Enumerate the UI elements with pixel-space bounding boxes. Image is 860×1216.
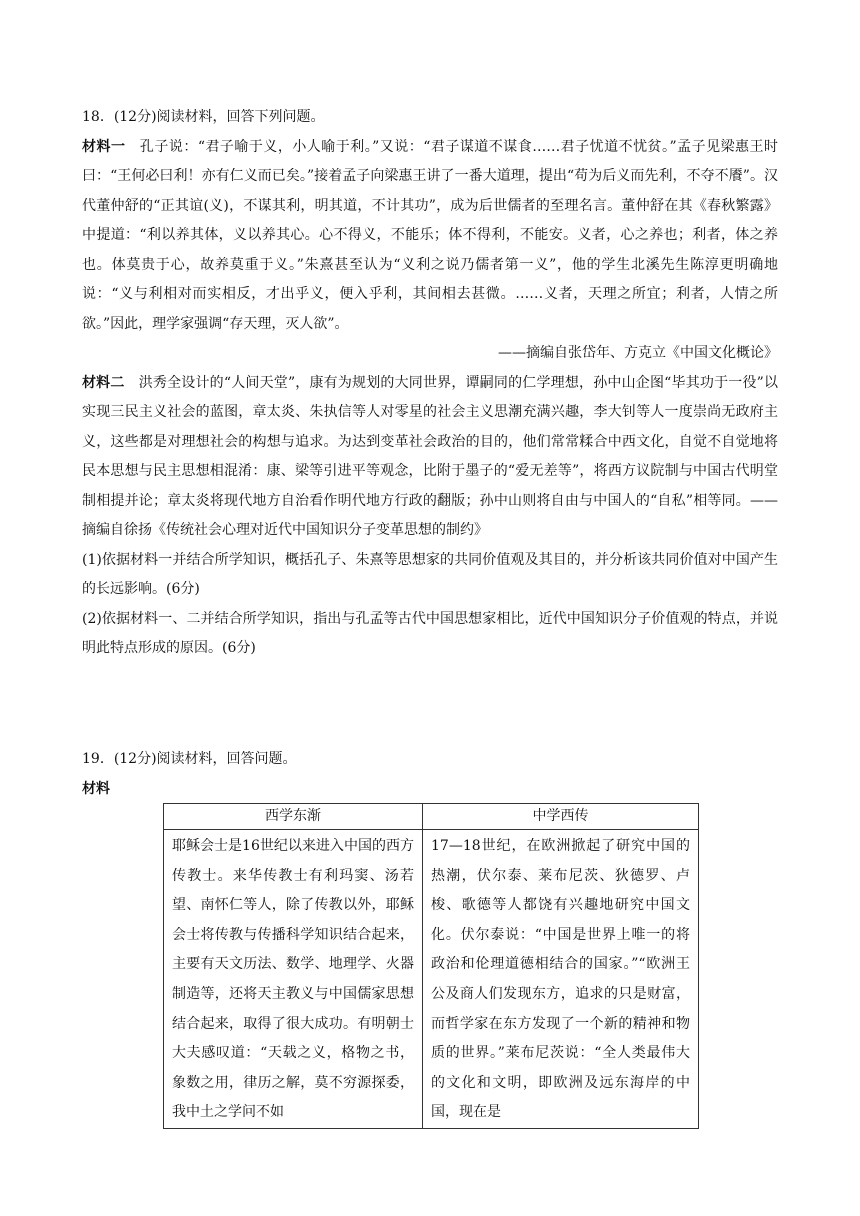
table-header-row [164,804,699,830]
material-1-label: 材料一 [82,138,126,155]
material-table [163,803,699,1129]
question-18 [82,103,778,664]
material-label: 材料 [82,780,110,797]
material-2-source: ——摘编自徐扬《传统社会心理对近代中国知识分子变革思想的制约》 [82,492,778,538]
table-header-china-to-west: 中学西传 [423,804,699,830]
material-1-text: 孔子说：“君子喻于义，小人喻于利。”又说：“君子谋道不谋食……君子忧道不忧贫。”孟子见梁惠王时曰：“王何必曰利！亦有仁义而已矣。”接着孟子向梁惠王讲了一番大道理，提出“苟为后义而先利，不夺不餍”。汉代董仲舒的“正其谊(义)，不谋其利，明其道，不计其功”，成为后世儒者的至理名言。董仲舒在其《春秋繁露》中提道：“利以养其体，义以养其心。心不得义，不能乐；体不得利，不能安。义者，心之养也；利者，体之养也。体莫贵于心，故养莫重于义。”朱熹甚至认为“义利之说乃儒者第一义”，他的学生北溪先生陈淳更明确地说：“义与利相对而实相反，才出乎义，便入乎利，其间相去甚微。……义者，天理之所宜；利者，人情之所欲。”因此，理学家强调“存天理，灭人欲”。 [82,138,778,332]
sub-question-2: (2)依据材料一、二并结合所学知识，指出与孔孟等古代中国思想家相比，近代中国知识分子价值观的特点，并说明此特点形成的原因。(6分) [82,610,778,656]
sub-question-1: (1)依据材料一并结合所学知识，概括孔子、朱熹等思想家的共同价值观及其目的，并分析该共同价值对中国产生的长远影响。(6分) [82,551,778,597]
table-header-west-to-east: 西学东渐 [164,804,423,830]
table-cell-west-to-east: 耶稣会士是16世纪以来进入中国的西方传教士。来华传教士有利玛窦、汤若望、南怀仁等人，除了传教以外，耶稣会士将传教与传播科学知识结合起来，主要有天文历法、数学、地理学、火器制造等，还将天主教义与中国儒家思想结合起来，取得了很大成功。有明朝士大夫感叹道：“天载之义，格物之书，象数之用，律历之解，莫不穷源探委，我中土之学问不如 [164,830,423,1129]
material-1-source: ——摘编自张岱年、方克立《中国文化概论》 [498,345,778,361]
question-19-header: 19．(12分)阅读材料，回答问题。 [82,751,297,767]
material-1 [82,133,778,340]
table-cell-china-to-west: 17—18世纪，在欧洲掀起了研究中国的热潮，伏尔泰、莱布尼茨、狄德罗、卢梭、歌德等人都饶有兴趣地研究中国文化。伏尔泰说：“中国是世界上唯一的将政治和伦理道德相结合的国家。”“欧洲王公及商人们发现东方，追求的只是财富，而哲学家在东方发现了一个新的精神和物质的世界。”莱布尼茨说：“全人类最伟大的文化和文明，即欧洲及远东海岸的中国，现在是 [423,830,699,1129]
question-18-header: 18．(12分)阅读材料，回答下列问题。 [82,109,325,125]
material-2 [82,369,778,546]
table-row [164,830,699,1129]
material-2-label: 材料二 [82,374,125,391]
material-2-text: 洪秀全设计的“人间天堂”，康有为规划的大同世界，谭嗣同的仁学理想，孙中山企图“毕其功于一役”以实现三民主义社会的蓝图，章太炎、朱执信等人对零星的社会主义思潮充满兴趣，李大钊等人一度崇尚无政府主义，这些都是对理想社会的构想与追求。为达到变革社会政治的目的，他们常常糅合中西文化，自觉不自觉地将民本思想与民主思想相混淆：康、梁等引进平等观念，比附于墨子的“爱无差等”，将西方议院制与中国古代明堂制相提并论；章太炎将现代地方自治看作明代地方行政的翻版；孙中山则将自由与中国人的“自私”相等同。 [82,374,778,509]
question-19 [82,745,778,804]
